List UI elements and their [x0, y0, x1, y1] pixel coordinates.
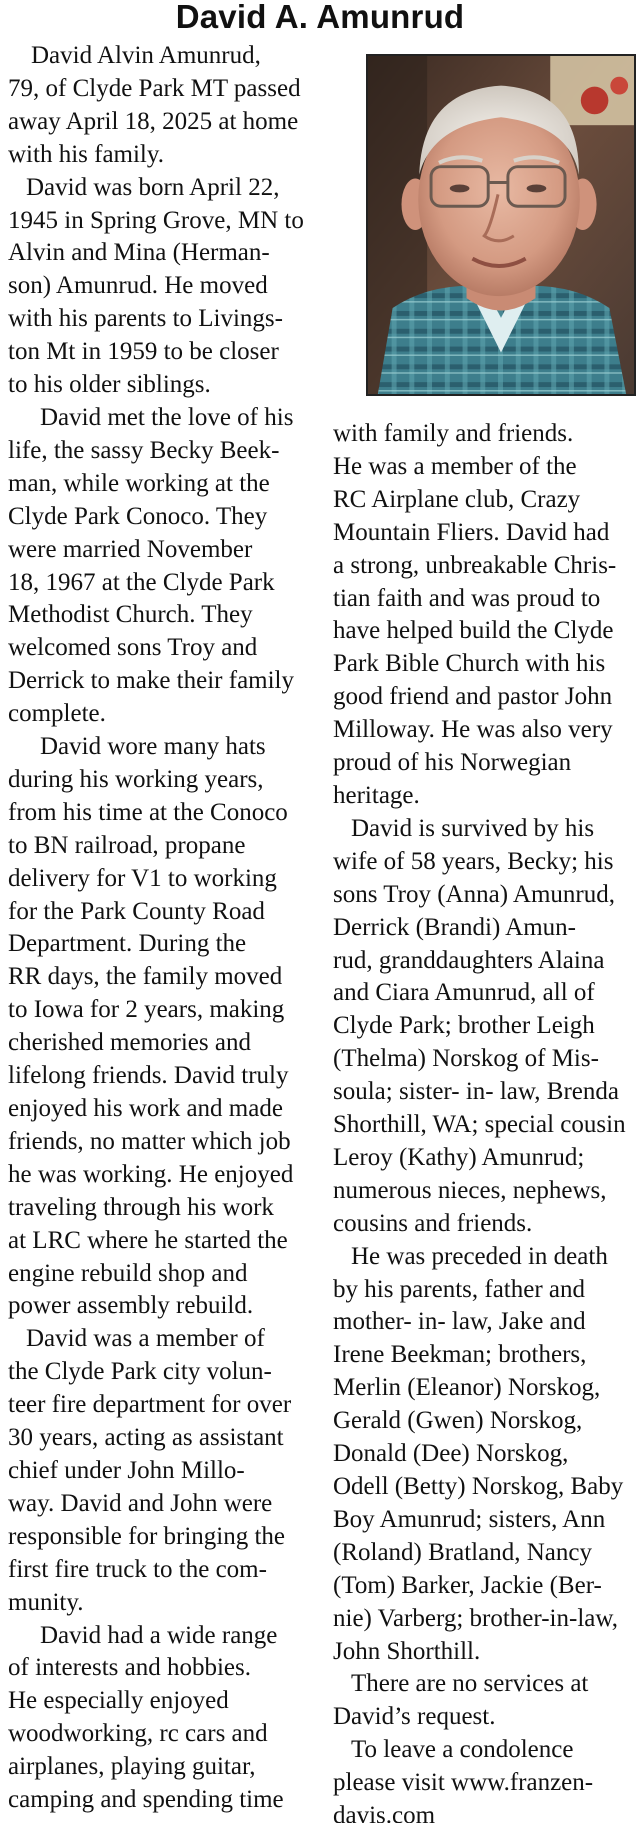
portrait-photo	[366, 54, 636, 396]
text-line: (Thelma) Norskog of Mis-	[333, 1045, 599, 1073]
text-line: teer fire department for over	[8, 1391, 292, 1419]
text-line: davis.com	[333, 1802, 436, 1823]
text-line: good friend and pastor John	[333, 683, 613, 711]
text-line: Park Bible Church with his	[333, 650, 606, 678]
text-line: have helped build the Clyde	[333, 617, 614, 645]
text-line: he was working. He enjoyed	[8, 1160, 294, 1188]
text-line: Gerald (Gwen) Norskog,	[333, 1407, 583, 1435]
text-line: away April 18, 2025 at home	[8, 107, 299, 135]
text-line: 18, 1967 at the Clyde Park	[8, 568, 275, 596]
text-line: sons Troy (Anna) Amunrud,	[333, 880, 615, 908]
text-line: rud, granddaughters Alaina	[333, 946, 605, 974]
text-line: to Iowa for 2 years, making	[8, 996, 285, 1024]
text-line: munity.	[8, 1588, 84, 1616]
text-line: the Clyde Park city volun-	[8, 1358, 272, 1386]
text-line: by his parents, father and	[333, 1275, 586, 1303]
text-line: David was a member of	[26, 1325, 265, 1353]
text-line: (Roland) Bratland, Nancy	[333, 1538, 592, 1566]
text-line: Donald (Dee) Norskog,	[333, 1440, 569, 1468]
text-line: He especially enjoyed	[8, 1687, 229, 1715]
text-line: Derrick to make their family	[8, 667, 294, 695]
text-line: David wore many hats	[40, 733, 266, 761]
text-line: Merlin (Eleanor) Norskog,	[333, 1374, 601, 1402]
text-line: camping and spending time	[8, 1786, 284, 1814]
text-line: He was preceded in death	[351, 1242, 608, 1270]
text-line: of interests and hobbies.	[8, 1654, 252, 1682]
text-line: wife of 58 years, Becky; his	[333, 847, 614, 875]
text-line: Department. During the	[8, 930, 247, 958]
text-line: man, while working at the	[8, 469, 270, 497]
text-line: David was born April 22,	[26, 173, 280, 201]
text-line: for the Park County Road	[8, 897, 265, 925]
portrait-image	[368, 56, 634, 394]
text-line: delivery for V1 to working	[8, 864, 277, 892]
text-line: Alvin and Mina (Herman-	[8, 239, 270, 267]
text-line: David Alvin Amunrud,	[31, 42, 261, 69]
text-line: John Shorthill.	[333, 1637, 481, 1665]
text-line: David met the love of his	[40, 403, 294, 431]
text-line: Shorthill, WA; special cousin	[333, 1111, 626, 1139]
text-line: numerous nieces, nephews,	[333, 1176, 607, 1204]
text-line: Clyde Park; brother Leigh	[333, 1012, 595, 1040]
text-line: please visit www.franzen-	[333, 1769, 594, 1797]
text-line: way. David and John were	[8, 1489, 273, 1517]
text-line: He was a member of the	[333, 452, 577, 480]
text-line: at LRC where he started the	[8, 1226, 288, 1254]
text-line: David’s request.	[333, 1703, 496, 1731]
text-line: engine rebuild shop and	[8, 1259, 248, 1287]
right-column	[333, 418, 638, 1823]
text-line: were married November	[8, 535, 253, 563]
text-line: Leroy (Kathy) Amunrud;	[333, 1143, 585, 1171]
text-line: chief under John Millo-	[8, 1456, 245, 1484]
text-line: first fire truck to the com-	[8, 1555, 267, 1583]
text-line: cousins and friends.	[333, 1209, 533, 1237]
text-line: friends, no matter which job	[8, 1127, 291, 1155]
text-line: to BN railroad, propane	[8, 831, 246, 859]
text-line: nie) Varberg; brother-in-law,	[333, 1604, 619, 1632]
text-line: 79, of Clyde Park MT passed	[8, 74, 301, 102]
text-line: Milloway. He was also very	[333, 716, 613, 744]
text-line: RR days, the family moved	[8, 963, 283, 991]
text-line: responsible for bringing the	[8, 1522, 286, 1550]
text-line: heritage.	[333, 781, 420, 809]
text-line: with family and friends.	[333, 420, 574, 447]
text-line: tian faith and was proud to	[333, 584, 601, 612]
text-line: a strong, unbreakable Chris-	[333, 551, 617, 579]
text-line: Odell (Betty) Norskog, Baby	[333, 1473, 624, 1500]
text-line: with his family.	[8, 140, 165, 168]
text-line: proud of his Norwegian	[333, 749, 572, 777]
text-line: to his older siblings.	[8, 371, 211, 399]
text-line: enjoyed his work and made	[8, 1095, 283, 1122]
text-line: Irene Beekman; brothers,	[333, 1341, 587, 1369]
text-line: Mountain Fliers. David had	[333, 518, 610, 546]
text-line: from his time at the Conoco	[8, 798, 288, 826]
text-line: power assembly rebuild.	[8, 1292, 254, 1320]
text-line: with his parents to Livings-	[8, 305, 283, 333]
text-line: soula; sister- in- law, Brenda	[333, 1078, 619, 1106]
text-line: traveling through his work	[8, 1193, 274, 1221]
text-line: Derrick (Brandi) Amun-	[333, 913, 576, 941]
text-line: welcomed sons Troy and	[8, 634, 258, 662]
text-line: Clyde Park Conoco. They	[8, 502, 268, 530]
text-line: woodworking, rc cars and	[8, 1720, 268, 1748]
text-line: Methodist Church. They	[8, 601, 253, 629]
text-line: lifelong friends. David truly	[8, 1062, 289, 1090]
text-line: during his working years,	[8, 765, 264, 793]
text-line: 1945 in Spring Grove, MN to	[8, 206, 304, 234]
text-line: RC Airplane club, Crazy	[333, 485, 581, 513]
text-line: and Ciara Amunrud, all of	[333, 979, 595, 1007]
text-line: airplanes, playing guitar,	[8, 1753, 256, 1781]
text-line: There are no services at	[351, 1670, 589, 1698]
text-line: David is survived by his	[351, 814, 595, 842]
obituary-title: David A. Amunrud	[175, 0, 465, 35]
text-line: son) Amunrud. He moved	[8, 272, 268, 300]
text-line: To leave a condolence	[351, 1736, 574, 1764]
left-column	[8, 40, 310, 1817]
text-line: cherished memories and	[8, 1029, 251, 1057]
text-line: (Tom) Barker, Jackie (Ber-	[333, 1571, 602, 1599]
text-line: David had a wide range	[40, 1621, 278, 1649]
text-line: life, the sassy Becky Beek-	[8, 436, 280, 464]
text-line: Boy Amunrud; sisters, Ann	[333, 1505, 606, 1533]
text-line: complete.	[8, 700, 106, 728]
text-line: mother- in- law, Jake and	[333, 1308, 586, 1336]
text-line: 30 years, acting as assistant	[8, 1424, 284, 1452]
text-line: ton Mt in 1959 to be closer	[8, 338, 279, 366]
